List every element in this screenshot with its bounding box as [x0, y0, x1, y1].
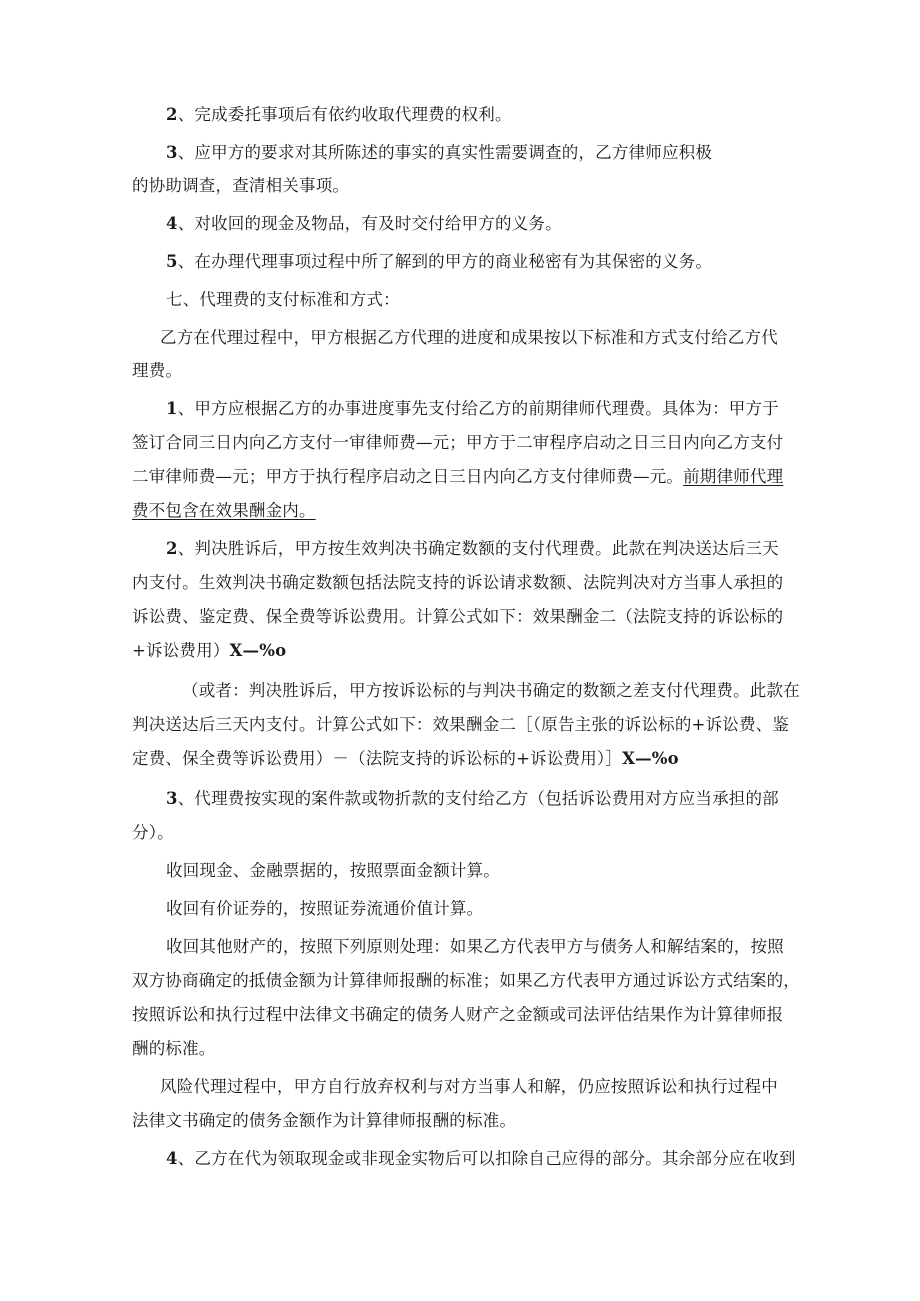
line-text: 、对收回的现金及物品，有及时交付给甲方的义务。 — [177, 214, 562, 233]
clause-line — [166, 251, 712, 273]
clause-number: 1 — [166, 399, 178, 418]
text-line — [132, 175, 349, 197]
line-text: 的协助调查，查清相关事项。 — [132, 176, 350, 195]
formula-multiplier: X—%o — [622, 749, 679, 768]
line-text: 内支付。生效判决书确定数额包括法院支持的诉讼请求数额、法院判决对方当事人承担的 — [132, 573, 784, 592]
text-line — [132, 714, 789, 736]
text-line — [182, 680, 800, 702]
text-line — [132, 572, 783, 594]
section-heading — [166, 289, 400, 311]
text-line — [132, 1110, 516, 1132]
clause-line — [166, 788, 779, 810]
line-text: 收回现金、金融票据的，按照票面金额计算。 — [166, 861, 500, 880]
line-text: 、应甲方的要求对其所陈述的事实的真实性需要调查的，乙方律师应积极 — [177, 143, 713, 162]
text-line — [160, 1076, 778, 1098]
line-text: 七、代理费的支付标准和方式： — [166, 290, 400, 309]
text-line — [132, 1004, 783, 1026]
line-text: 按照诉讼和执行过程中法律文书确定的债务人财产之金额或司法评估结果作为计算律师报 — [132, 1005, 784, 1024]
line-text: 分）。 — [132, 823, 174, 842]
line-text: 诉讼费、鉴定费、保全费等诉讼费用。计算公式如下：效果酬金二（法院支持的诉讼标的 — [132, 607, 784, 626]
line-text: 、在办理代理事项过程中所了解到的甲方的商业秘密有为其保密的义务。 — [177, 252, 713, 271]
clause-number: 5 — [166, 252, 178, 271]
text-line — [132, 466, 783, 488]
clause-number: 2 — [166, 105, 178, 124]
clause-line — [166, 142, 712, 164]
formula-line — [132, 748, 679, 770]
text-line — [166, 936, 784, 958]
formula-line — [132, 640, 286, 662]
text-line — [132, 606, 783, 628]
clause-line — [166, 213, 562, 235]
line-text: （或者：判决胜诉后，甲方按诉讼标的与判决书确定的数额之差支付代理费。此款在 — [182, 681, 800, 700]
line-text: 、判决胜诉后，甲方按生效判决书确定数额的支付代理费。此款在判决送达后三天 — [177, 539, 779, 558]
clause-number: 4 — [166, 214, 178, 233]
text-line — [132, 432, 783, 454]
line-text: 酬的标准。 — [132, 1039, 216, 1058]
line-text: 、代理费按实现的案件款或物折款的支付给乙方（包括诉讼费用对方应当承担的部 — [177, 789, 779, 808]
line-text: 定费、保全费等诉讼费用）－（法院支持的诉讼标的+诉讼费用）］ — [132, 749, 623, 768]
clause-number: 4 — [166, 1149, 178, 1168]
clause-number: 3 — [166, 143, 178, 162]
text-line — [132, 970, 800, 992]
line-text: 判决送达后三天内支付。计算公式如下：效果酬金二［（原告主张的诉讼标的+诉讼费、鉴 — [132, 715, 790, 734]
underlined-text: 费不包含在效果酬金内。 — [132, 501, 316, 520]
clause-line — [166, 398, 779, 420]
clause-line — [166, 1148, 796, 1170]
clause-number: 2 — [166, 539, 178, 558]
line-text: 二审律师费—元；甲方于执行程序启动之日三日内向乙方支付律师费—元。 — [132, 467, 684, 486]
line-text: 、乙方在代为领取现金或非现金实物后可以扣除自己应得的部分。其余部分应在收到 — [177, 1149, 796, 1168]
text-line — [132, 1038, 216, 1060]
underlined-text: 前期律师代理 — [683, 467, 784, 486]
line-text: 法律文书确定的债务金额作为计算律师报酬的标准。 — [132, 1111, 517, 1130]
line-text: 、完成委托事项后有依约收取代理费的权利。 — [177, 105, 512, 124]
line-text: 理费。 — [132, 361, 183, 380]
text-line — [160, 327, 778, 349]
line-text: 签订合同三日内向乙方支付一审律师费—元；甲方于二审程序启动之日三日内向乙方支付 — [132, 433, 784, 452]
line-text: 双方协商确定的抵债金额为计算律师报酬的标准；如果乙方代表甲方通过诉讼方式结案的， — [132, 971, 800, 990]
line-text: 收回有价证券的，按照证券流通价值计算。 — [166, 899, 484, 918]
clause-number: 3 — [166, 789, 178, 808]
text-line — [166, 860, 500, 882]
formula-multiplier: X—%o — [229, 641, 287, 660]
line-text: 收回其他财产的，按照下列原则处理：如果乙方代表甲方与债务人和解结案的，按照 — [166, 937, 784, 956]
text-line — [132, 822, 174, 844]
text-line — [132, 500, 316, 522]
line-text: 、甲方应根据乙方的办事进度事先支付给乙方的前期律师代理费。具体为：甲方于 — [177, 399, 779, 418]
line-text: +诉讼费用） — [132, 641, 230, 660]
line-text: 乙方在代理过程中，甲方根据乙方代理的进度和成果按以下标准和方式支付给乙方代 — [160, 328, 778, 347]
text-line — [166, 898, 483, 920]
text-line — [132, 360, 182, 382]
line-text: 风险代理过程中，甲方自行放弃权利与对方当事人和解，仍应按照诉讼和执行过程中 — [160, 1077, 778, 1096]
clause-line — [166, 104, 512, 126]
clause-line — [166, 538, 779, 560]
